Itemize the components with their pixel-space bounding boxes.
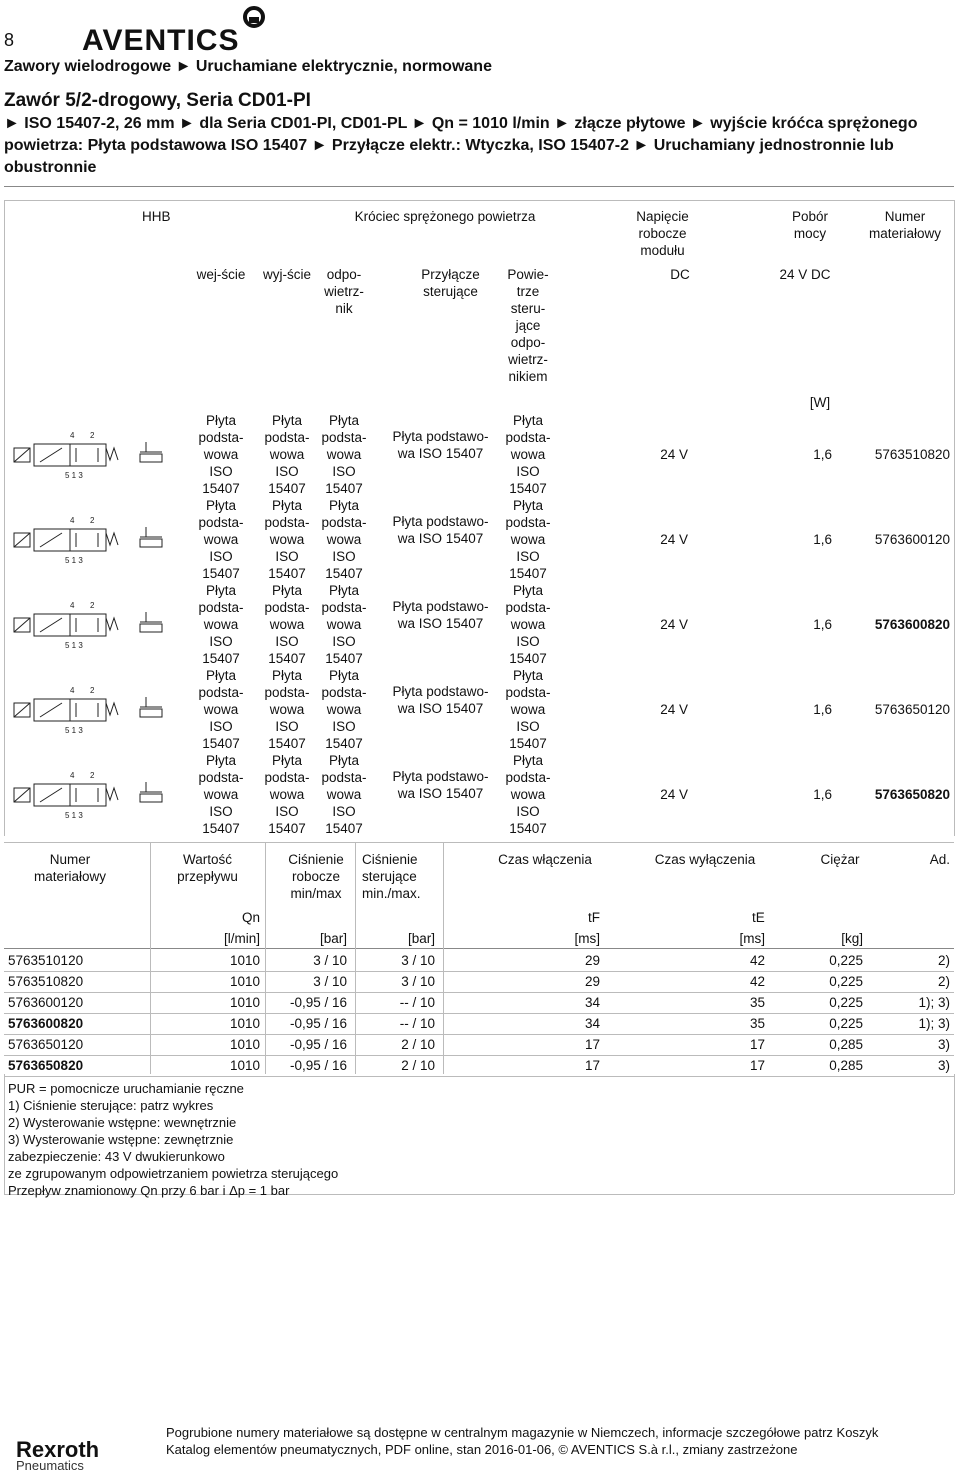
page-subtitle: Zawory wielodrogowe ► Uruchamiane elektrycznie, normowane: [4, 58, 492, 75]
table1-border-left: [4, 200, 5, 836]
svg-text:5 1 3: 5 1 3: [65, 811, 83, 820]
note-line: 3) Wysterowanie wstępne: zewnętrznie: [8, 1132, 234, 1147]
base-plate-cell: Płyta podsta-wowa ISO 15407: [505, 753, 551, 836]
valve-symbol-icon: [10, 511, 122, 565]
base-plate-cell: Płyta podsta-wowa ISO 15407: [321, 753, 367, 836]
header-rule: [4, 186, 954, 187]
svg-text:5 1 3: 5 1 3: [65, 641, 83, 650]
pilot-cell: Płyta podstawo-wa ISO 15407: [392, 684, 489, 716]
table-cell-note: 3): [937, 1037, 950, 1052]
outlet-header: wyj-ście: [262, 267, 311, 282]
power-header: Pobór mocy: [791, 209, 829, 241]
table2-border-top: [4, 842, 954, 843]
svg-text:2: 2: [90, 601, 95, 610]
inlet-header: wej-ście: [196, 267, 246, 282]
svg-text:5 1 3: 5 1 3: [65, 471, 83, 480]
svg-text:2: 2: [90, 686, 95, 695]
svg-text:4: 4: [70, 516, 75, 525]
base-plate-cell: Płyta podsta-wowa ISO 15407: [264, 668, 310, 751]
table-cell-note: 1); 3): [918, 1016, 950, 1031]
table-row-divider: [4, 1076, 954, 1077]
unit-w-header: [W]: [809, 395, 831, 410]
table-cell-off: 35: [749, 1016, 765, 1031]
pilot-cell: Płyta podstawo-wa ISO 15407: [392, 514, 489, 546]
table-cell-on: 29: [584, 953, 600, 968]
footer-line: Pogrubione numery materiałowe są dostępne w centralnym magazynie w Niemczech, informacje szczegółowe patrz Koszyk: [166, 1425, 879, 1440]
valve-symbol-icon: [10, 596, 122, 650]
part-no-cell: 5763650120: [874, 702, 950, 717]
table-cell-weight: 0,225: [829, 1016, 863, 1031]
table-cell-on: 34: [584, 1016, 600, 1031]
actuator-icon: [136, 438, 166, 464]
voltage-cell: 24 V: [660, 447, 688, 462]
table-cell-note: 2): [937, 953, 950, 968]
t2-flow-header: Wartość przepływu: [177, 852, 238, 884]
table-cell-on: 29: [584, 974, 600, 989]
table-cell-ctrl-p: -- / 10: [399, 1016, 435, 1031]
note-line: PUR = pomocnicze uruchamianie ręczne: [8, 1081, 244, 1096]
svg-text:4: 4: [70, 601, 75, 610]
table-cell-on: 17: [584, 1058, 600, 1073]
rexroth-sub: Pneumatics: [16, 1458, 84, 1473]
table-cell-off: 17: [749, 1037, 765, 1052]
notes: [8, 1080, 338, 1199]
svg-text:4: 4: [70, 431, 75, 440]
table-cell-part-no: 5763600820: [8, 1016, 84, 1031]
pilot-header: Przyłącze sterujące: [421, 267, 480, 299]
t2-unit-flow: [l/min]: [223, 931, 260, 946]
page-number: 8: [4, 30, 15, 50]
table1-border-right: [954, 200, 955, 836]
note-line: 2) Wysterowanie wstępne: wewnętrznie: [8, 1115, 237, 1130]
table-cell-ctrl-p: 3 / 10: [401, 974, 435, 989]
actuator-icon: [136, 608, 166, 634]
svg-text:5 1 3: 5 1 3: [65, 556, 83, 565]
t2-work-pressure-header: Ciśnienie robocze min/max: [288, 852, 344, 901]
hhb-header: HHB: [142, 209, 171, 224]
t2-weight-header: Ciężar: [820, 852, 860, 867]
base-plate-cell: Płyta podsta-wowa ISO 15407: [198, 498, 244, 581]
t2-te-header: tE: [752, 910, 765, 925]
table-cell-weight: 0,225: [829, 974, 863, 989]
t2-unit-bar-2: [bar]: [407, 931, 435, 946]
voltage-cell: 24 V: [660, 702, 688, 717]
base-plate-cell: Płyta podsta-wowa ISO 15407: [198, 753, 244, 836]
table-cell-on: 17: [584, 1037, 600, 1052]
table-row-divider: [4, 971, 954, 972]
t2-part-no-header: Numer materiałowy: [33, 852, 107, 884]
base-plate-cell: Płyta podsta-wowa ISO 15407: [264, 413, 310, 496]
table-row-divider: [4, 992, 954, 993]
table-cell-ctrl-p: 2 / 10: [401, 1037, 435, 1052]
page-title: Zawór 5/2-drogowy, Seria CD01-PI: [4, 90, 311, 111]
table-cell-part-no: 5763600120: [8, 995, 84, 1010]
table-cell-part-no: 5763650120: [8, 1037, 84, 1052]
aventics-logo: [82, 6, 267, 54]
t2-note-header: Ad.: [929, 852, 950, 867]
part-no-cell: 5763650820: [874, 787, 950, 802]
power-cell: 1,6: [813, 532, 832, 547]
table-row-divider: [4, 1013, 954, 1014]
table-column-divider: [265, 842, 266, 1074]
base-plate-cell: Płyta podsta-wowa ISO 15407: [264, 583, 310, 666]
table-cell-on: 34: [584, 995, 600, 1010]
voltage-cell: 24 V: [660, 617, 688, 632]
svg-text:4: 4: [70, 771, 75, 780]
table-cell-flow: 1010: [229, 1058, 260, 1073]
table-cell-work-p: 3 / 10: [313, 974, 347, 989]
table-cell-off: 17: [749, 1058, 765, 1073]
voltage-cell: 24 V: [660, 532, 688, 547]
table-cell-weight: 0,285: [829, 1058, 863, 1073]
table-cell-ctrl-p: 2 / 10: [401, 1058, 435, 1073]
base-plate-cell: Płyta podsta-wowa ISO 15407: [321, 583, 367, 666]
voltage-header: Napięcie robocze modułu: [636, 209, 689, 258]
pilot-cell: Płyta podstawo-wa ISO 15407: [392, 429, 489, 461]
base-plate-cell: Płyta podsta-wowa ISO 15407: [264, 498, 310, 581]
base-plate-cell: Płyta podsta-wowa ISO 15407: [321, 413, 367, 496]
table-cell-flow: 1010: [229, 995, 260, 1010]
notes-border-right: [954, 1074, 955, 1194]
t2-ctrl-pressure-header: Ciśnienie sterujące min./max.: [362, 852, 421, 901]
note-line: ze zgrupowanym odpowietrzaniem powietrza sterującego: [8, 1166, 339, 1181]
table-cell-ctrl-p: -- / 10: [399, 995, 435, 1010]
table-cell-work-p: -0,95 / 16: [289, 1037, 347, 1052]
t2-off-time-header: Czas wyłączenia: [654, 852, 756, 867]
table-cell-weight: 0,225: [829, 953, 863, 968]
base-plate-cell: Płyta podsta-wowa ISO 15407: [264, 753, 310, 836]
valve-symbol-icon: [10, 766, 122, 820]
footer-line: Katalog elementów pneumatycznych, PDF online, stan 2016-01-06, © AVENTICS S.à r.l., zmiany zastrzeżone: [166, 1442, 798, 1457]
table-cell-flow: 1010: [229, 1037, 260, 1052]
table-cell-work-p: 3 / 10: [313, 953, 347, 968]
table-cell-flow: 1010: [229, 1016, 260, 1031]
t2-unit-bar-1: [bar]: [319, 931, 347, 946]
voltage-cell: 24 V: [660, 787, 688, 802]
base-plate-cell: Płyta podsta-wowa ISO 15407: [198, 668, 244, 751]
table-cell-part-no: 5763510120: [8, 953, 84, 968]
base-plate-cell: Płyta podsta-wowa ISO 15407: [321, 668, 367, 751]
notes-border-left: [4, 1074, 5, 1194]
svg-text:4: 4: [70, 686, 75, 695]
power-cell: 1,6: [813, 617, 832, 632]
base-plate-cell: Płyta podsta-wowa ISO 15407: [198, 583, 244, 666]
table-column-divider: [355, 842, 356, 1074]
table1-border-top: [4, 200, 954, 201]
svg-text:2: 2: [90, 431, 95, 440]
base-plate-cell: Płyta podsta-wowa ISO 15407: [505, 498, 551, 581]
footer: [166, 1424, 878, 1458]
base-plate-cell: Płyta podsta-wowa ISO 15407: [505, 668, 551, 751]
t2-qn-header: Qn: [241, 910, 260, 925]
table-cell-off: 35: [749, 995, 765, 1010]
pilot-cell: Płyta podstawo-wa ISO 15407: [392, 769, 489, 801]
actuator-icon: [136, 523, 166, 549]
table-cell-part-no: 5763650820: [8, 1058, 84, 1073]
base-plate-cell: Płyta podsta-wowa ISO 15407: [505, 413, 551, 496]
power-cell: 1,6: [813, 702, 832, 717]
table-cell-flow: 1010: [229, 974, 260, 989]
t2-on-time-header: Czas włączenia: [498, 852, 592, 867]
table-cell-work-p: -0,95 / 16: [289, 1058, 347, 1073]
valve-symbol-icon: [10, 426, 122, 480]
t2-header-rule: [4, 948, 954, 949]
dc-value-header: 24 V DC: [779, 267, 831, 282]
exhaust-header: odpo-wietrz-nik: [324, 267, 364, 316]
table-cell-weight: 0,225: [829, 995, 863, 1010]
table-cell-note: 2): [937, 974, 950, 989]
power-cell: 1,6: [813, 447, 832, 462]
pilot-exhaust-header: Powie-trze steru-jące odpo-wietrz-nikiem: [507, 267, 549, 384]
svg-text:2: 2: [90, 516, 95, 525]
base-plate-cell: Płyta podsta-wowa ISO 15407: [198, 413, 244, 496]
spec-line: ► ISO 15407-2, 26 mm ► dla Seria CD01-PI, CD01-PL ► Qn = 1010 l/min ► złącze płytowe ► wyjście króćca sprężonego powietrza: Płyta podstawowa ISO 15407 ► Przyłącze elektr.: Wtyczka, ISO 15407-2 ► Uruchamiany jednostronnie lub obustronnie: [4, 115, 918, 176]
table-cell-part-no: 5763510820: [8, 974, 84, 989]
part-no-cell: 5763510820: [874, 447, 950, 462]
table-row-divider: [4, 1034, 954, 1035]
dc-header: DC: [670, 267, 690, 282]
t2-unit-ms-2: [ms]: [739, 931, 765, 946]
table-cell-flow: 1010: [229, 953, 260, 968]
t2-tf-header: tF: [588, 910, 600, 925]
actuator-icon: [136, 778, 166, 804]
table-cell-off: 42: [749, 953, 765, 968]
part-no-cell: 5763600820: [874, 617, 950, 632]
base-plate-cell: Płyta podsta-wowa ISO 15407: [505, 583, 551, 666]
svg-text:2: 2: [90, 771, 95, 780]
table-cell-note: 3): [937, 1058, 950, 1073]
table-column-divider: [443, 842, 444, 1074]
table-column-divider: [150, 842, 151, 1074]
actuator-icon: [136, 693, 166, 719]
table-row-divider: [4, 1055, 954, 1056]
note-line: Przepływ znamionowy Qn przy 6 bar i Δp = 1 bar: [8, 1183, 290, 1198]
part-no-header: Numer materiałowy: [868, 209, 942, 241]
pilot-cell: Płyta podstawo-wa ISO 15407: [392, 599, 489, 631]
note-line: 1) Ciśnienie sterujące: patrz wykres: [8, 1098, 214, 1113]
table-cell-note: 1); 3): [918, 995, 950, 1010]
valve-symbol-icon: [10, 681, 122, 735]
svg-text:AVENTICS: AVENTICS: [82, 24, 240, 54]
base-plate-cell: Płyta podsta-wowa ISO 15407: [321, 498, 367, 581]
svg-text:5 1 3: 5 1 3: [65, 726, 83, 735]
table-cell-ctrl-p: 3 / 10: [401, 953, 435, 968]
port-group-header: Króciec sprężonego powietrza: [354, 209, 536, 224]
t2-unit-ms-1: [ms]: [574, 931, 600, 946]
table-cell-work-p: -0,95 / 16: [289, 995, 347, 1010]
t2-unit-kg: [kg]: [841, 931, 863, 946]
power-cell: 1,6: [813, 787, 832, 802]
table-cell-work-p: -0,95 / 16: [289, 1016, 347, 1031]
part-no-cell: 5763600120: [874, 532, 950, 547]
note-line: zabezpieczenie: 43 V dwukierunkowo: [8, 1149, 225, 1164]
table-cell-weight: 0,285: [829, 1037, 863, 1052]
rexroth-logo: Rexroth: [16, 1437, 100, 1462]
table-cell-off: 42: [749, 974, 765, 989]
